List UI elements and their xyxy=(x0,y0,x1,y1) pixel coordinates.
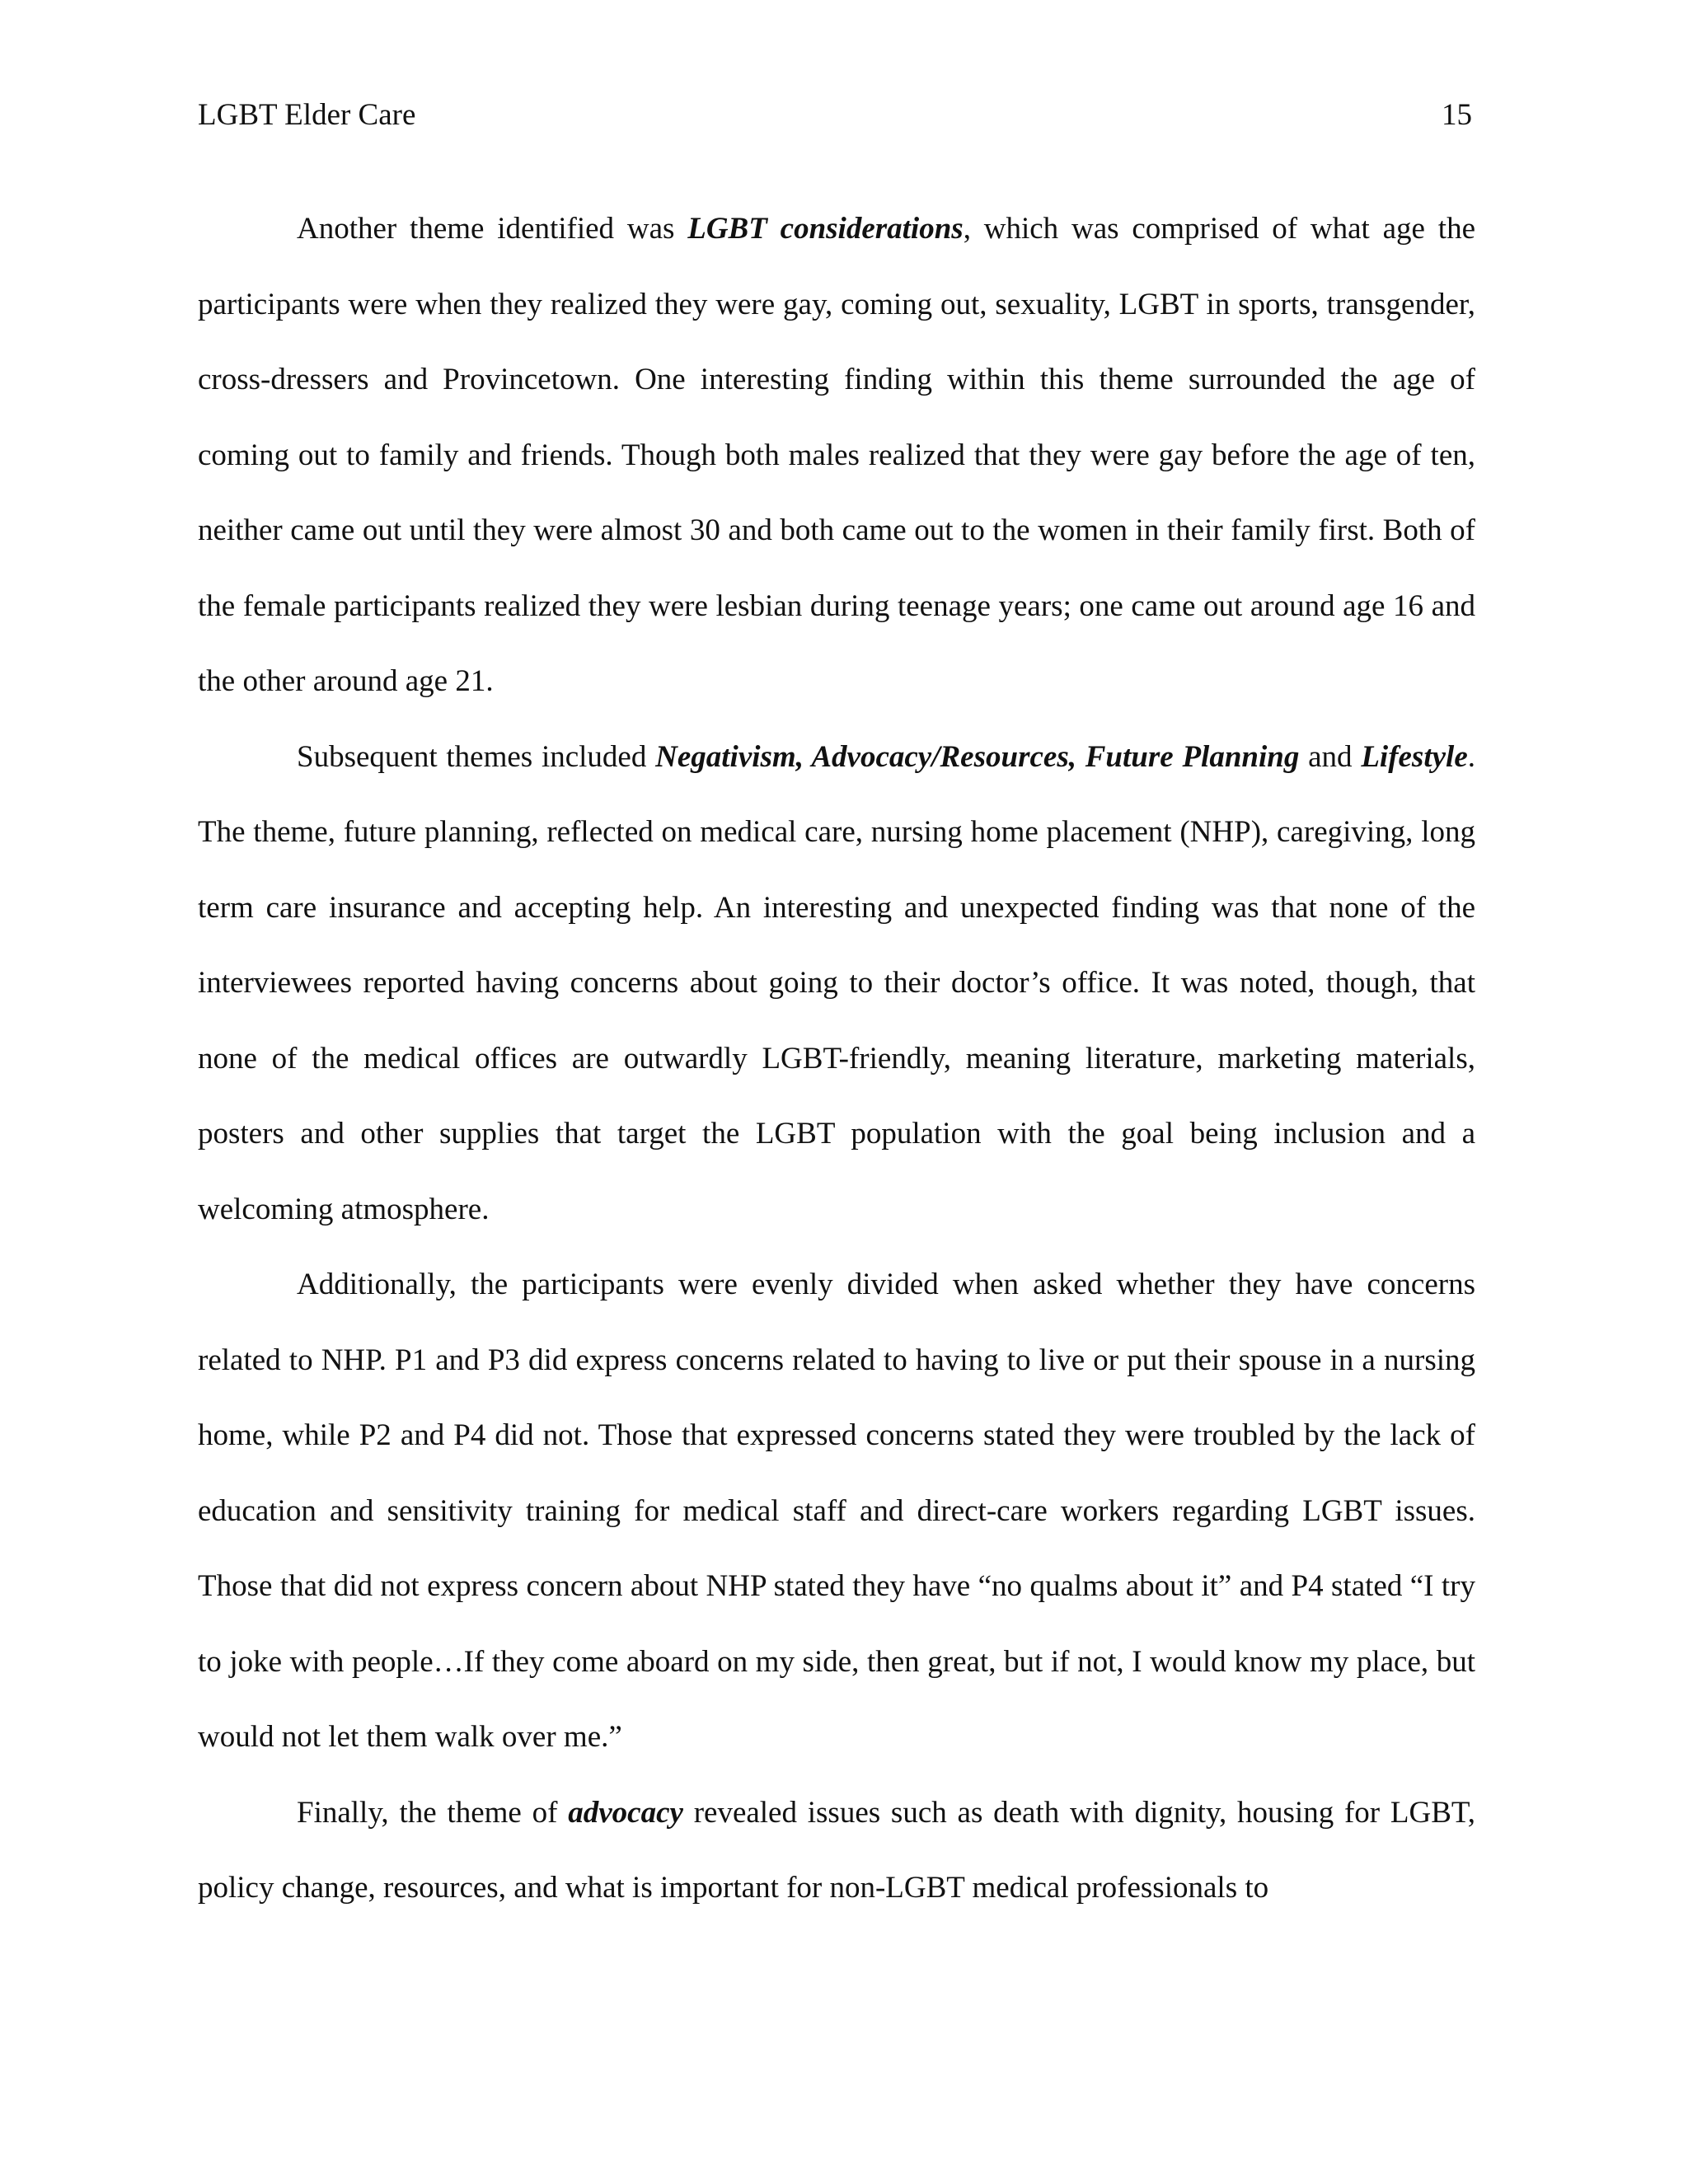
text-run: Finally, the theme of xyxy=(297,1795,569,1830)
emphasis-term: LGBT considerations xyxy=(687,212,964,246)
paragraph-nhp-concerns xyxy=(198,1247,1475,1775)
text-run: Additionally, the participants were evenly divided when asked whether they have concerns related to NHP. P1 and P3 did express concerns related to having to live or put their spouse in a nursing home, while P2 and P4 did not. Those that expressed concerns stated they were troubled by the lack of education and sensitivity training for medical staff and direct-care workers regarding LGBT issues. Those that did not express concern about NHP stated they have “no qualms about it” and P4 stated “I try to joke with people…If they come aboard on my side, then great, but if not, I would know my place, but would not let them walk over me.” xyxy=(198,1268,1475,1754)
text-run: . The theme, future planning, reflected on medical care, nursing home placement (NHP), caregiving, long term care insurance and accepting help. An interesting and unexpected finding was that none of the interviewees reported having concerns about going to their doctor’s office. It was noted, though, that none of the medical offices are outwardly LGBT-friendly, meaning literature, marketing materials, posters and other supplies that target the LGBT population with the goal being inclusion and a welcoming atmosphere. xyxy=(198,739,1475,1226)
text-run: revealed issues such as death with dignity, housing for LGBT, policy change, resources, and what is important for non-LGBT medical professionals to xyxy=(198,1795,1475,1905)
text-run: Another theme identified was xyxy=(297,212,688,246)
text-run: Subsequent themes included xyxy=(297,739,656,774)
text-run: , which was comprised of what age the participants were when they realized they were gay, coming out, sexuality, LGBT in sports, transgender, cross-dressers and Provincetown. One interesting finding within this theme surrounded the age of coming out to family and friends. Though both males realized that they were gay before the age of ten, neither came out until they were almost 30 and both came out to the women in their family first. Both of the female participants realized they were lesbian during teenage years; one came out around age 16 and the other around age 21. xyxy=(198,212,1475,698)
emphasis-term: advocacy xyxy=(568,1795,683,1830)
page-number: 15 xyxy=(1442,98,1472,132)
paragraph-advocacy xyxy=(198,1775,1475,1926)
running-head: LGBT Elder Care xyxy=(198,98,416,132)
emphasis-term: Negativism, Advocacy/Resources, Future Planning xyxy=(655,739,1300,774)
paragraph-lgbt-considerations xyxy=(198,191,1475,719)
paragraph-subsequent-themes xyxy=(198,719,1475,1248)
body-text xyxy=(198,191,1475,1926)
emphasis-term: Lifestyle xyxy=(1361,739,1468,774)
text-run: and xyxy=(1299,739,1362,774)
